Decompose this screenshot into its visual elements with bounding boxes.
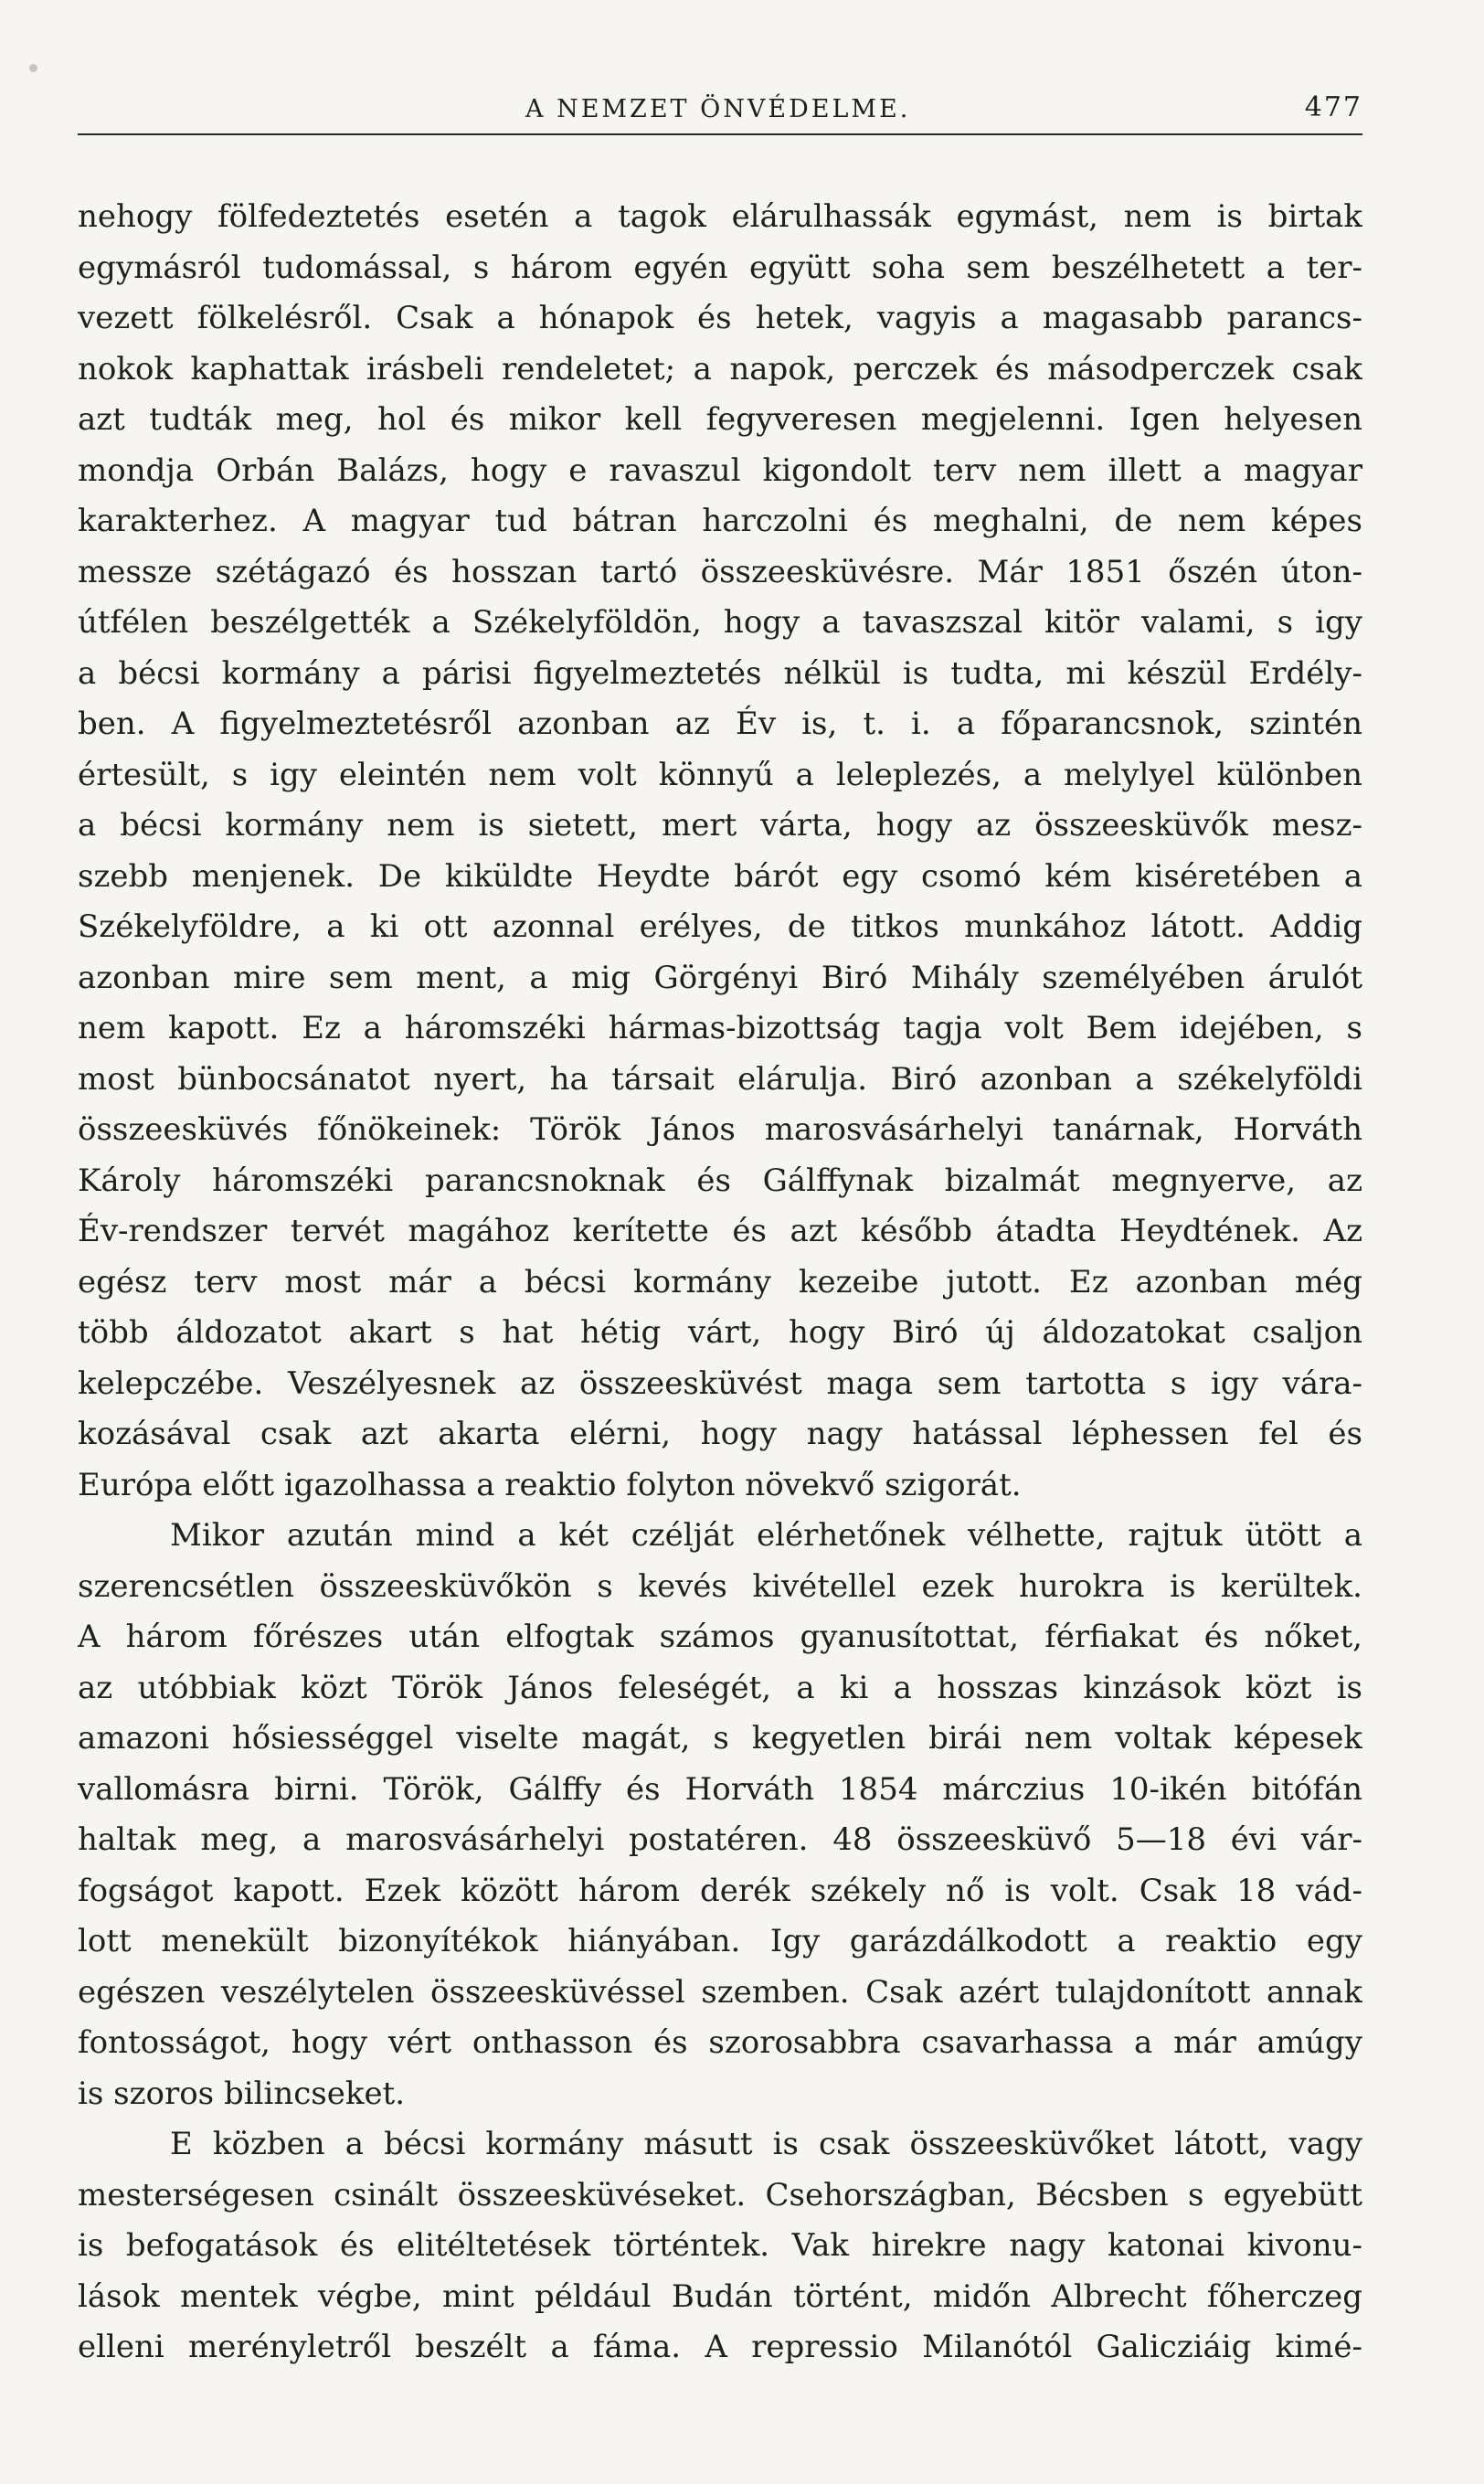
paragraph-end-line: is szoros bilincseket. <box>78 2075 406 2112</box>
text-line: értesült, s igy eleintén nem volt könnyű a leleplezés, a melylyel különben <box>78 756 1362 793</box>
text-line: kelepczébe. Veszélyesnek az összeesküvést maga sem tartotta s igy vára- <box>78 1364 1362 1402</box>
text-line: Károly háromszéki parancsnoknak és Gálffynak bizalmát megnyerve, az <box>78 1162 1362 1199</box>
text-line: nem kapott. Ez a háromszéki hármas-bizottság tagja volt Bem idejében, s <box>78 1010 1362 1046</box>
paragraph-end-line: Európa előtt igazolhassa a reaktio folyton növekvő szigorát. <box>78 1466 1022 1503</box>
text-line: haltak meg, a marosvásárhelyi postatéren. 48 összeesküvő 5—18 évi vár- <box>78 1821 1362 1858</box>
text-line: Év-rendszer tervét magához kerítette és azt később átadta Heydtének. Az <box>78 1213 1362 1249</box>
text-line: az utóbbiak közt Török János feleségét, a ki a hosszas kinzások közt is <box>78 1669 1362 1706</box>
text-line: kozásával csak azt akarta elérni, hogy nagy hatással léphessen fel és <box>78 1416 1362 1452</box>
text-line: fontosságot, hogy vért onthasson és szorosabbra csavarhassa a már amúgy <box>78 2024 1362 2061</box>
text-line: mesterségesen csinált összeesküvéseket. Csehországban, Bécsben s egyebütt <box>78 2176 1362 2213</box>
page-number: 477 <box>1304 91 1362 123</box>
text-line: nehogy fölfedeztetés esetén a tagok elárulhassák egymást, nem is birtak <box>78 198 1362 235</box>
text-line: egészen veszélytelen összeesküvéssel szemben. Csak azért tulajdonított annak <box>78 1973 1362 2011</box>
text-line: is befogatások és elitéltetések történtek. Vak hirekre nagy katonai kivonu- <box>78 2227 1362 2264</box>
text-line: vallomásra birni. Török, Gálffy és Horváth 1854 márczius 10-ikén bitófán <box>78 1770 1362 1808</box>
text-line: lott menekült bizonyítékok hiányában. Igy garázdálkodott a reaktio egy <box>78 1923 1362 1959</box>
text-line: egymásról tudomással, s három egyén együtt soha sem beszélhetett a ter- <box>78 249 1362 286</box>
text-line: egész terv most már a bécsi kormány kezeibe jutott. Ez azonban még <box>78 1263 1362 1300</box>
text-line: amazoni hősiességgel viselte magát, s kegyetlen birái nem voltak képesek <box>78 1720 1362 1757</box>
body-text <box>78 192 1362 2373</box>
text-line: fogságot kapott. Ezek között három derék székely nő is volt. Csak 18 vád- <box>78 1872 1362 1909</box>
text-line: mondja Orbán Balázs, hogy e ravaszul kigondolt terv nem illett a magyar <box>78 451 1362 489</box>
text-line: ben. A figyelmeztetésről azonban az Év is, t. i. a főparancsnok, szintén <box>78 706 1362 742</box>
text-line: szerencsétlen összeesküvőkön s kevés kivétellel ezek hurokra is kerültek. <box>78 1567 1362 1605</box>
text-line: lások mentek végbe, mint például Budán történt, midőn Albrecht főherczeg <box>78 2277 1362 2315</box>
paragraph-start-line: Mikor azután mind a két czélját elérhetőnek vélhette, rajtuk ütött a <box>170 1517 1362 1554</box>
text-line: azonban mire sem ment, a mig Görgényi Biró Mihály személyében árulót <box>78 959 1362 996</box>
text-line: a bécsi kormány a párisi figyelmeztetés nélkül is tudta, mi készül Erdély- <box>78 654 1362 692</box>
page-header <box>78 88 1362 135</box>
text-line: Székelyföldre, a ki ott azonnal erélyes, de titkos munkához látott. Addig <box>78 908 1362 945</box>
text-line: azt tudták meg, hol és mikor kell fegyveresen megjelenni. Igen helyesen <box>78 401 1362 438</box>
text-line: összeesküvés főnökeinek: Török János marosvásárhelyi tanárnak, Horváth <box>78 1111 1362 1148</box>
text-line: karakterhez. A magyar tud bátran harczolni és meghalni, de nem képes <box>78 503 1362 539</box>
running-title: A NEMZET ÖNVÉDELME. <box>525 95 911 123</box>
text-line: a bécsi kormány nem is sietett, mert várta, hogy az összeesküvők mesz- <box>78 807 1362 844</box>
text-line: most bünbocsánatot nyert, ha társait elárulja. Biró azonban a székelyföldi <box>78 1060 1362 1098</box>
text-line: nokok kaphattak irásbeli rendeletet; a napok, perczek és másodperczek csak <box>78 350 1362 387</box>
text-line: A három főrészes után elfogtak számos gyanusítottat, férfiakat és nőket, <box>78 1619 1362 1655</box>
paragraph-start-line: E közben a bécsi kormány másutt is csak összeesküvőket látott, vagy <box>170 2126 1362 2162</box>
text-line: útfélen beszélgették a Székelyföldön, hogy a tavaszszal kitör valami, s igy <box>78 604 1362 641</box>
text-line: elleni merényletről beszélt a fáma. A repressio Milanótól Galicziáig kimé- <box>78 2329 1362 2365</box>
text-line: messze szétágazó és hosszan tartó összeesküvésre. Már 1851 őszén úton- <box>78 553 1362 590</box>
text-line: vezett fölkelésről. Csak a hónapok és hetek, vagyis a magasabb parancs- <box>78 300 1362 336</box>
paper-spot <box>29 64 37 72</box>
text-line: több áldozatot akart s hat hétig várt, hogy Biró új áldozatokat csaljon <box>78 1314 1362 1351</box>
text-line: szebb menjenek. De kiküldte Heydte bárót egy csomó kém kiséretében a <box>78 857 1362 895</box>
